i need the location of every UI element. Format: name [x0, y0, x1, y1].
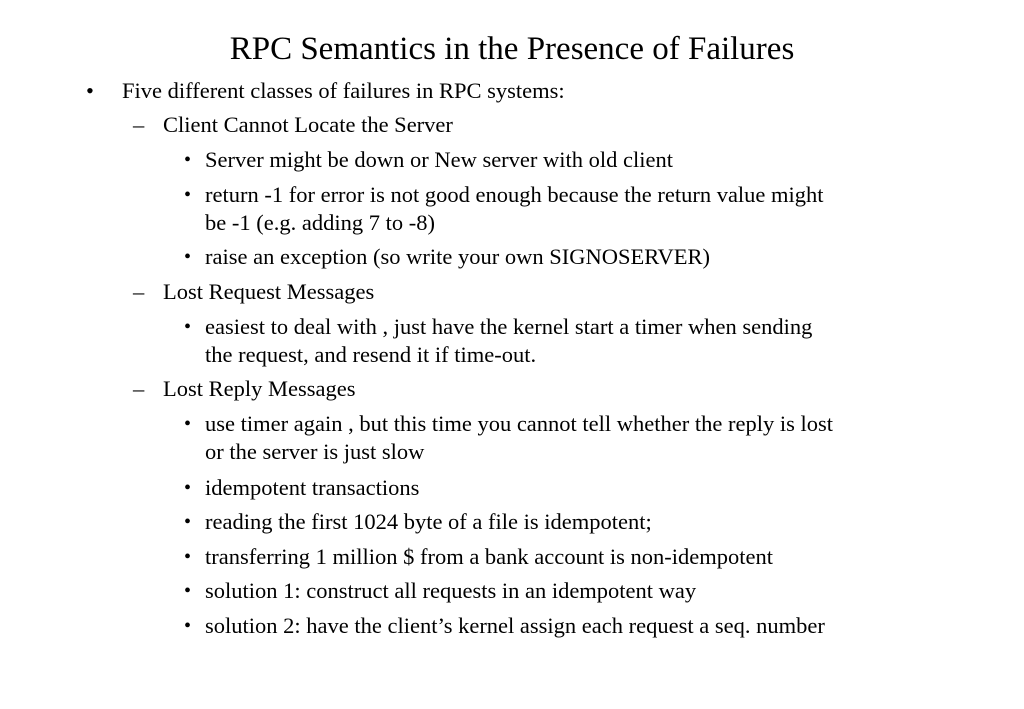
point-text: easiest to deal with , just have the kernel start a timer when sending: [205, 314, 813, 339]
bullet-marker: •: [184, 546, 192, 568]
section-heading-lost-request: Lost Request Messages: [163, 279, 375, 304]
point-text-continuation: or the server is just slow: [205, 439, 425, 464]
point-text-continuation: the request, and resend it if time-out.: [205, 342, 537, 367]
bullet-marker: •: [184, 246, 192, 268]
point-text: idempotent transactions: [205, 475, 420, 500]
point-text-continuation: be -1 (e.g. adding 7 to -8): [205, 210, 435, 235]
bullet-marker: •: [184, 615, 192, 637]
point-text: reading the first 1024 byte of a file is idempotent;: [205, 509, 652, 534]
bullet-marker: •: [184, 511, 192, 533]
bullet-marker: •: [184, 580, 192, 602]
dash-marker: –: [133, 279, 145, 304]
bullet-marker: •: [184, 413, 192, 435]
bullet-marker: •: [86, 78, 94, 103]
bullet-marker: •: [184, 184, 192, 206]
point-text: use timer again , but this time you cannot tell whether the reply is lost: [205, 411, 833, 436]
point-text: return -1 for error is not good enough because the return value might: [205, 182, 824, 207]
point-text: solution 1: construct all requests in an idempotent way: [205, 578, 697, 603]
point-text: Server might be down or New server with old client: [205, 147, 674, 172]
point-text: raise an exception (so write your own SIGNOSERVER): [205, 244, 710, 269]
dash-marker: –: [133, 376, 145, 401]
point-text: solution 2: have the client’s kernel assign each request a seq. number: [205, 613, 825, 638]
dash-marker: –: [133, 112, 145, 137]
slide-title: RPC Semantics in the Presence of Failures: [229, 31, 795, 67]
bullet-marker: •: [184, 316, 192, 338]
section-heading-lost-reply: Lost Reply Messages: [163, 376, 356, 401]
section-heading-client-cannot-locate: Client Cannot Locate the Server: [163, 112, 453, 137]
bullet-marker: •: [184, 477, 192, 499]
bullet-marker: •: [184, 149, 192, 171]
point-text: transferring 1 million $ from a bank account is non-idempotent: [205, 544, 773, 569]
intro-text: Five different classes of failures in RPC systems:: [122, 78, 565, 103]
